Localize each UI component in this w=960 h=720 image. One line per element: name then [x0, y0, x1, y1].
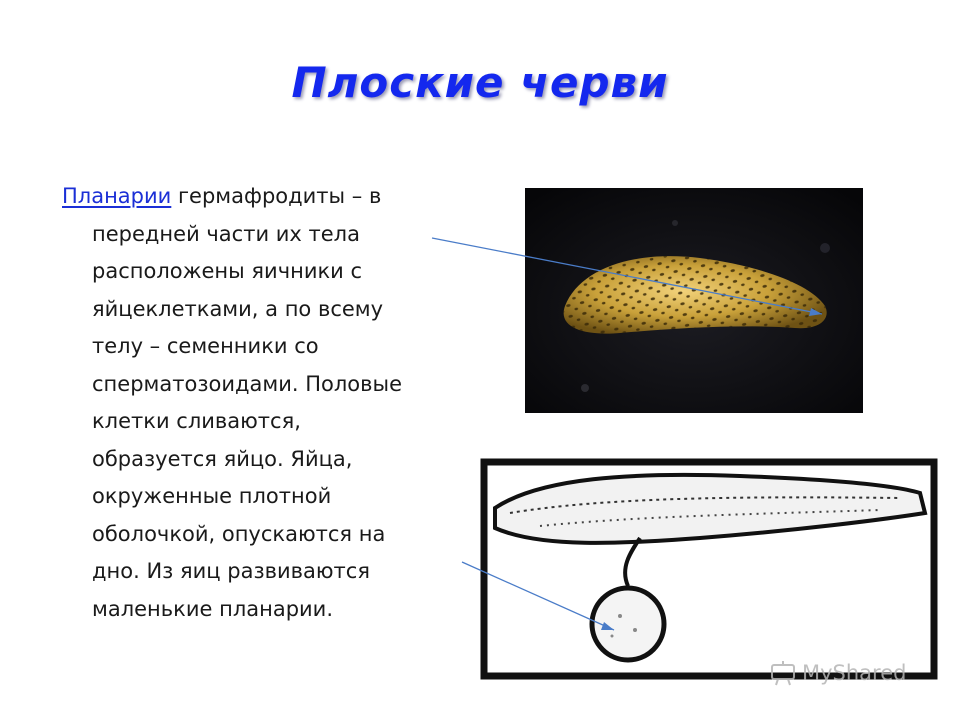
slide-title: Плоские черви [291, 58, 669, 107]
body-line-8: окруженные плотной [92, 484, 332, 508]
egg-drawing [480, 458, 938, 680]
planaria-link[interactable]: Планарии [62, 184, 172, 208]
body-line-2: расположены яичники с [92, 259, 363, 283]
watermark [770, 656, 930, 690]
watermark-text: MyShared [802, 661, 907, 685]
body-text [62, 178, 492, 628]
body-line-0-text: гермафродиты – в [178, 184, 382, 208]
body-line-5: сперматозоидами. Половые [92, 371, 402, 396]
body-line-10: дно. Из яиц развиваются [92, 559, 370, 583]
body-line-1: передней части их тела [92, 221, 360, 246]
body-line-7: образуется яйцо. Яйца, [92, 446, 353, 471]
body-line-3: яйцеклетками, а по всему [92, 296, 384, 321]
body-line-9: оболочкой, опускаются на [92, 521, 386, 546]
body-line-0 [62, 178, 492, 216]
projector-icon [770, 660, 796, 686]
planaria-photo [525, 188, 863, 413]
body-line-11: маленькие планарии. [92, 596, 334, 621]
body-line-4: телу – семенники со [92, 334, 319, 358]
body-line-6: клетки сливаются, [92, 409, 301, 433]
